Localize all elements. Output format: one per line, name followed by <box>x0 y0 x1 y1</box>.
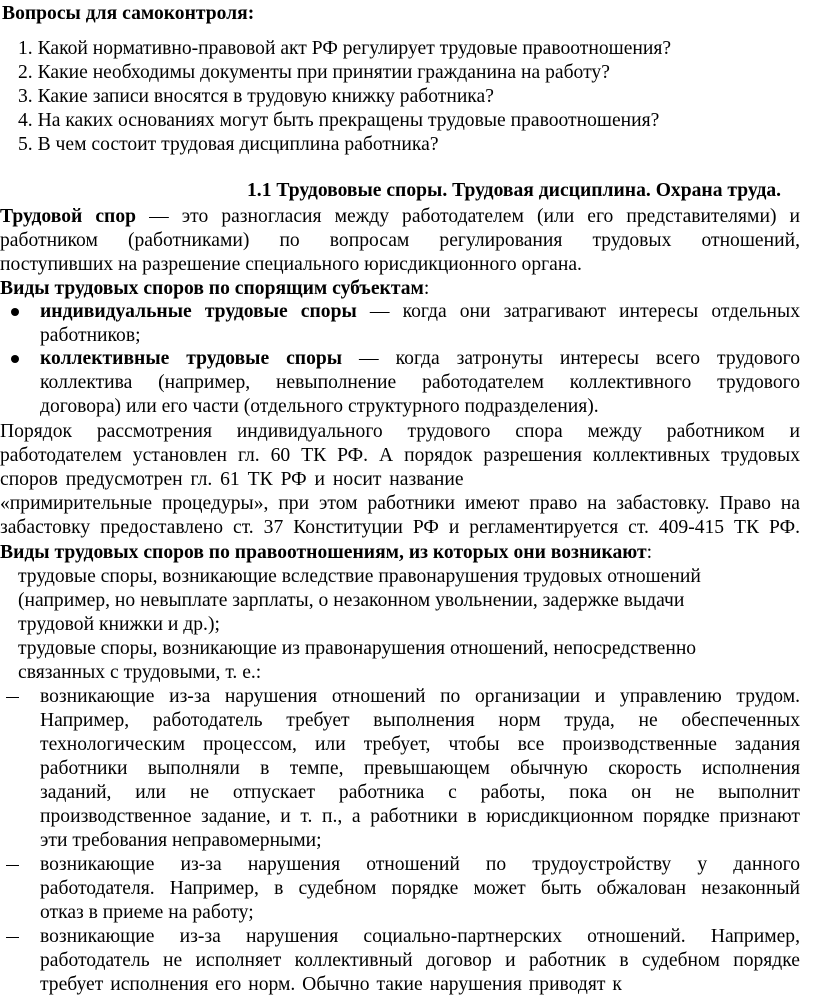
dash-item-line: возникающие из-за нарушения отношений по организации и управлению трудом. <box>40 686 800 707</box>
definition-line: поступивших на разрешение специального юрисдикционного органа. <box>0 254 582 275</box>
question-item: 1. Какой нормативно-правовой акт РФ регулирует трудовые правоотношения? <box>18 38 672 59</box>
section-heading: 1.1 Трудововые споры. Трудовая дисциплина. Охрана труда. <box>247 180 782 201</box>
question-item: 2. Какие необходимы документы при принятии гражданина на работу? <box>18 62 610 83</box>
dash-item-line: заданий, или не отпускает работника с работы, пока он не выполнит <box>40 782 800 803</box>
dash-icon <box>6 937 19 938</box>
paragraph-line: «примирительные процедуры», при этом работники имеют право на забастовку. Право на <box>0 493 800 514</box>
bullet-item-line: договора) или его части (отдельного структурного подразделения). <box>40 396 599 417</box>
bullet-icon <box>11 355 19 363</box>
dash-item-line: работодатель не исполняет коллективный договор и работник в судебном порядке <box>40 950 800 971</box>
paragraph-line: работодателем установлен гл. 60 ТК РФ. А порядок разрешения коллективных трудовых <box>0 445 800 466</box>
question-item: 3. Какие записи вносятся в трудовую книжку работника? <box>18 86 494 107</box>
paragraph-line: Порядок рассмотрения индивидуального трудового спора между работником и <box>0 421 800 442</box>
relation-line: связанных с трудовыми, т. е.: <box>18 662 262 683</box>
dash-item-line: работодателя. Например, в судебном порядке может быть обжалован незаконный <box>40 878 800 899</box>
dash-icon <box>6 865 19 866</box>
definition-line: Трудовой спор — это разногласия между работодателем (или его представителями) и <box>0 206 801 227</box>
relation-line: трудовые споры, возникающие вследствие правонарушения трудовых отношений <box>18 566 701 587</box>
dash-item-line: возникающие из-за нарушения отношений по трудоустройству у данного <box>40 854 800 875</box>
dash-item-line: технологическим процессом, или требует, чтобы все производственные задания <box>40 734 800 755</box>
relation-line: трудовой книжки и др.); <box>18 614 220 635</box>
dash-item-line: производственное задание, и т. п., а работники в юрисдикционном порядке признают <box>40 806 800 827</box>
bullet-item-line: индивидуальные трудовые споры — когда они затрагивают интересы отдельных <box>40 301 800 322</box>
subjects-heading: Виды трудовых споров по спорящим субъектам: <box>0 278 430 299</box>
questions-title: Вопросы для самоконтроля: <box>2 3 255 24</box>
question-item: 4. На каких основаниях могут быть прекращены трудовые правоотношения? <box>18 110 660 131</box>
dash-item-line: эти требования неправомерными; <box>40 830 322 851</box>
definition-line: работником (работниками) по вопросам регулирования трудовых отношений, <box>0 230 800 251</box>
relation-line: (например, но невыплате зарплаты, о незаконном увольнении, задержке выдачи <box>18 590 685 611</box>
paragraph-line: забастовку предоставлено ст. 37 Конституции РФ и регламентируется ст. 409-415 ТК РФ. <box>0 517 800 538</box>
bullet-item-line: работников; <box>40 325 141 346</box>
bullet-item-line: коллектива (например, невыполнение работодателем коллективного трудового <box>40 372 800 393</box>
dash-item-line: отказ в приеме на работу; <box>40 902 254 923</box>
relation-line: трудовые споры, возникающие из правонарушения отношений, непосредственно <box>18 638 697 659</box>
dash-item-line: работники выполняли в темпе, превышающем обычную скорость исполнения <box>40 758 800 779</box>
dash-icon <box>6 697 19 698</box>
dash-item-line: Например, работодатель требует выполнения норм труда, не обеспеченных <box>40 710 800 731</box>
relations-heading: Виды трудовых споров по правоотношениям, из которых они возникают: <box>0 542 653 563</box>
dash-item-line: требует исполнения его норм. Обычно такие нарушения приводят к <box>40 974 622 995</box>
question-item: 5. В чем состоит трудовая дисциплина работника? <box>18 134 439 155</box>
bullet-item-line: коллективные трудовые споры — когда затронуты интересы всего трудового <box>40 348 800 369</box>
paragraph-line: споров предусмотрен гл. 61 ТК РФ и носит название <box>0 469 464 490</box>
dash-item-line: возникающие из-за нарушения социально-партнерских отношений. Например, <box>40 926 800 947</box>
bullet-icon <box>11 308 19 316</box>
